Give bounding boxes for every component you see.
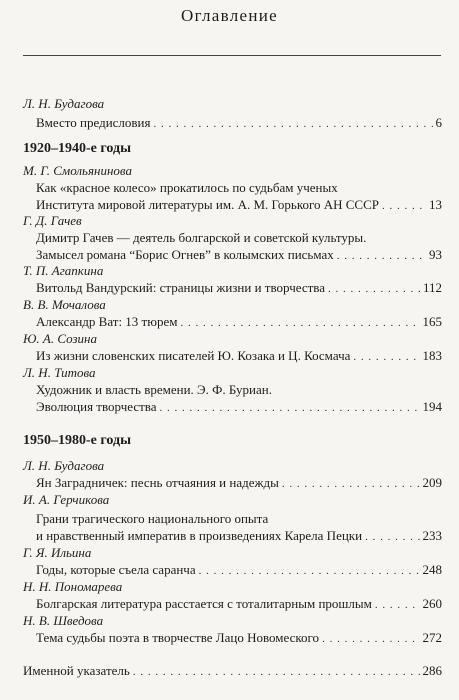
toc-entry-title: Витольд Вандурский: страницы жизни и творчества [36, 280, 326, 295]
toc-page-number: 248 [422, 562, 442, 577]
dot-leader [328, 283, 420, 295]
toc-page-number: 112 [422, 280, 442, 295]
dot-leader [282, 478, 420, 490]
toc-page-number: 209 [422, 475, 442, 490]
toc-entry-title[interactable]: Художник и власть времени. Э. Ф. Буриан. [36, 382, 272, 397]
toc-entry[interactable] [36, 528, 442, 544]
toc-entry[interactable] [36, 562, 442, 578]
toc-entry[interactable] [36, 115, 442, 131]
dot-leader [382, 200, 426, 212]
toc-entry[interactable] [36, 475, 442, 491]
title-divider [23, 55, 441, 56]
toc-entry-title: Годы, которые съела саранча [36, 562, 196, 577]
toc-entry-index[interactable] [23, 663, 442, 679]
dot-leader [160, 402, 420, 414]
toc-page-number: 183 [422, 348, 442, 363]
page-title: Оглавление [181, 6, 278, 25]
toc-page-number: 93 [429, 247, 442, 262]
toc-page-number: 233 [422, 528, 442, 543]
toc-entry-title[interactable]: Димитр Гачев — деятель болгарской и советской культуры. [36, 230, 367, 245]
toc-entry-title: Именной указатель [23, 663, 130, 678]
toc-entry-title: Эволюция творчества [36, 399, 157, 414]
toc-entry-title[interactable]: Грани трагического национального опыта [36, 511, 269, 526]
toc-entry[interactable] [36, 314, 442, 330]
toc-author: Г. Д. Гачев [23, 213, 82, 228]
toc-page-number: 194 [422, 399, 442, 414]
toc-entry[interactable] [36, 197, 442, 213]
toc-entry[interactable] [36, 630, 442, 646]
toc-entry-title: Тема судьбы поэта в творчестве Лацо Новомеского [36, 630, 320, 645]
toc-author: Г. Я. Ильина [23, 545, 92, 560]
toc-entry[interactable] [36, 280, 442, 296]
dot-leader [153, 118, 432, 130]
toc-page-number: 286 [422, 663, 442, 678]
dot-leader [199, 565, 420, 577]
toc-author: И. А. Герчикова [23, 492, 110, 507]
toc-author: Н. В. Шведова [23, 613, 104, 628]
dot-leader [365, 531, 419, 543]
toc-entry-title: Института мировой литературы им. А. М. Горького АН СССР [36, 197, 380, 212]
dot-leader [375, 599, 420, 611]
dot-leader [180, 317, 419, 329]
dot-leader [322, 633, 419, 645]
toc-author: Л. Н. Титова [23, 365, 96, 380]
toc-entry-title: Вместо предисловия [36, 115, 151, 130]
dot-leader [133, 666, 420, 678]
toc-author: Ю. А. Созина [23, 331, 97, 346]
toc-page-number: 260 [422, 596, 442, 611]
section-heading: 1950–1980-е годы [23, 433, 131, 448]
toc-page-number: 272 [422, 630, 442, 645]
toc-entry-title: Болгарская литература расстается с тоталитарным прошлым [36, 596, 372, 611]
toc-entry-title: Ян Заградничек: песнь отчаяния и надежды [36, 475, 279, 490]
toc-author: Н. Н. Пономарева [23, 579, 123, 594]
toc-author: В. В. Мочалова [23, 297, 106, 312]
toc-entry[interactable] [36, 596, 442, 612]
toc-author: Л. Н. Будагова [23, 96, 105, 111]
toc-entry[interactable] [36, 348, 442, 364]
toc-entry-title: Александр Ват: 13 тюрем [36, 314, 178, 329]
toc-author: Л. Н. Будагова [23, 458, 105, 473]
toc-page-number: 165 [422, 314, 442, 329]
toc-page-number: 6 [435, 115, 442, 130]
section-heading: 1920–1940-е годы [23, 141, 131, 156]
toc-author: М. Г. Смольянинова [23, 163, 132, 178]
toc-entry-title: Замысел романа “Борис Огнев” в колымских письмах [36, 247, 334, 262]
toc-entry-title[interactable]: Как «красное колесо» прокатилось по судьбам ученых [36, 180, 338, 195]
toc-page-number: 13 [429, 197, 442, 212]
toc-entry-title: и нравственный императив в произведениях Карела Пецки [36, 528, 363, 543]
toc-author: Т. П. Агапкина [23, 263, 104, 278]
dot-leader [353, 351, 419, 363]
toc-entry-title: Из жизни словенских писателей Ю. Козака и Ц. Космача [36, 348, 351, 363]
toc-entry[interactable] [36, 399, 442, 415]
toc-entry[interactable] [36, 247, 442, 263]
dot-leader [337, 250, 426, 262]
